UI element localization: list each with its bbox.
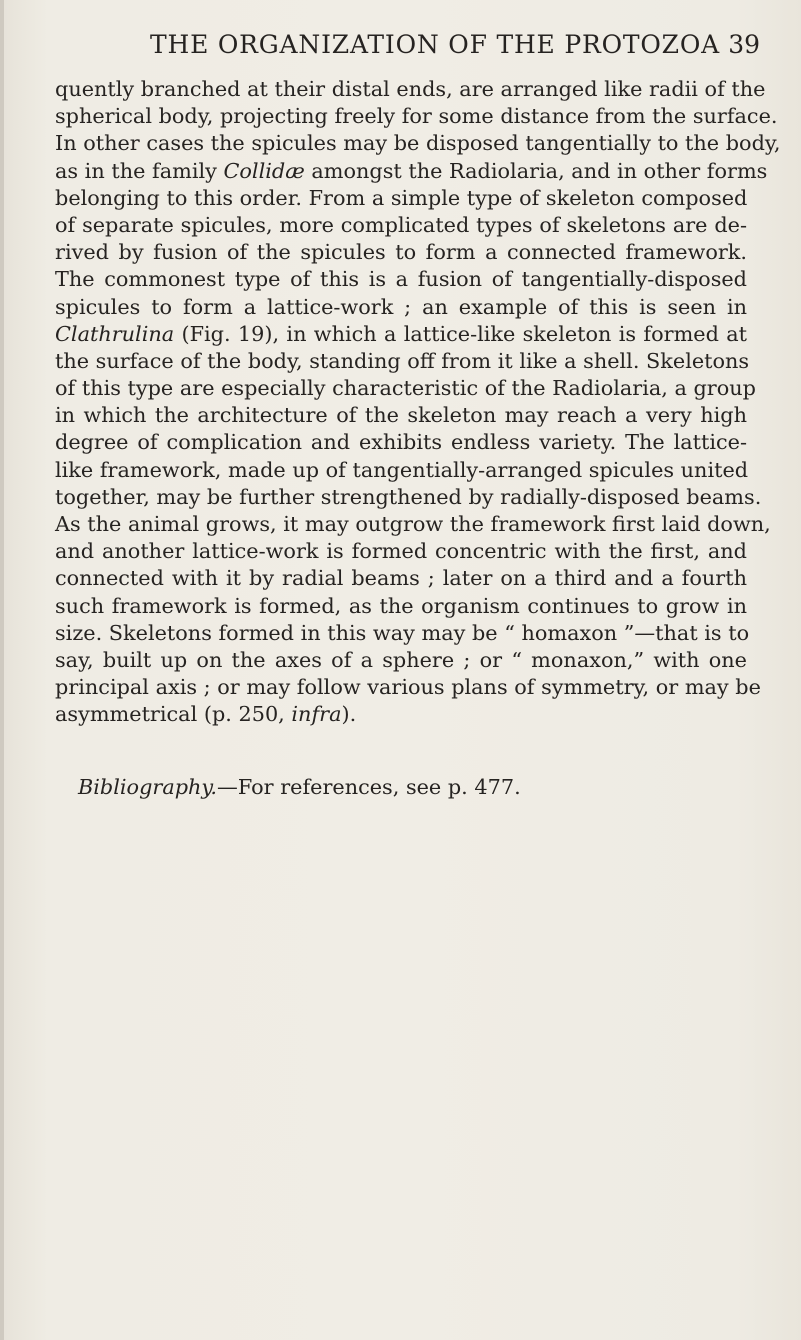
text-line: in which the architecture of the skeleton may reach a very high: [55, 403, 747, 428]
text-line: The commonest type of this is a fusion of tangentially-disposed: [55, 267, 747, 292]
text-line: of this type are especially characteristic of the Radiolaria, a group: [55, 376, 756, 401]
text-line: As the animal grows, it may outgrow the framework first laid down,: [55, 512, 771, 536]
page-header: [150, 30, 760, 62]
running-head: THE ORGANIZATION OF THE PROTOZOA: [150, 30, 720, 59]
text-line: connected with it by radial beams ; later on a third and a fourth: [55, 566, 747, 591]
text-line: like framework, made up of tangentially-arranged spicules united: [55, 457, 749, 482]
bibliography-label: Bibliography.: [78, 775, 218, 799]
text-line: asymmetrical (p. 250, infra).: [55, 702, 357, 727]
text-line: and another lattice-work is formed concentric with the first, and: [55, 539, 747, 564]
text-line: spherical body, projecting freely for some distance from the surface.: [55, 104, 778, 129]
text-line: In other cases the spicules may be disposed tangentially to the body,: [55, 131, 781, 156]
text-line: principal axis ; or may follow various plans of symmetry, or may be: [55, 675, 761, 700]
text-line: quently branched at their distal ends, are arranged like radii of the: [55, 77, 766, 101]
body-paragraph: [55, 76, 781, 729]
text-line: belonging to this order. From a simple type of skeleton composed: [55, 185, 748, 210]
text-line: degree of complication and exhibits endless variety. The lattice-: [55, 430, 747, 455]
text-line: spicules to form a lattice-work ; an example of this is seen in: [55, 294, 747, 319]
text-line: the surface of the body, standing off from it like a shell. Skeletons: [55, 348, 750, 373]
text-line: size. Skeletons formed in this way may be “ homaxon ”—that is to: [55, 620, 750, 645]
text-line: such framework is formed, as the organism continues to grow in: [55, 593, 747, 618]
text-line: say, built up on the axes of a sphere ; or “ monaxon,” with one: [55, 647, 747, 672]
bibliography-note: [78, 774, 521, 801]
text-line: of separate spicules, more complicated types of skeletons are de-: [55, 212, 747, 237]
text-line: Clathrulina (Fig. 19), in which a lattice-like skeleton is formed at: [55, 321, 747, 346]
page-edge-shadow: [0, 0, 4, 1340]
text-line: rived by fusion of the spicules to form a connected framework.: [55, 240, 747, 265]
page-number: 39: [728, 30, 760, 59]
text-line: as in the family Collidæ amongst the Radiolaria, and in other forms: [55, 158, 768, 183]
text-line: together, may be further strengthened by radially-disposed beams.: [55, 484, 762, 509]
bibliography-text: —For references, see p. 477.: [217, 775, 521, 799]
